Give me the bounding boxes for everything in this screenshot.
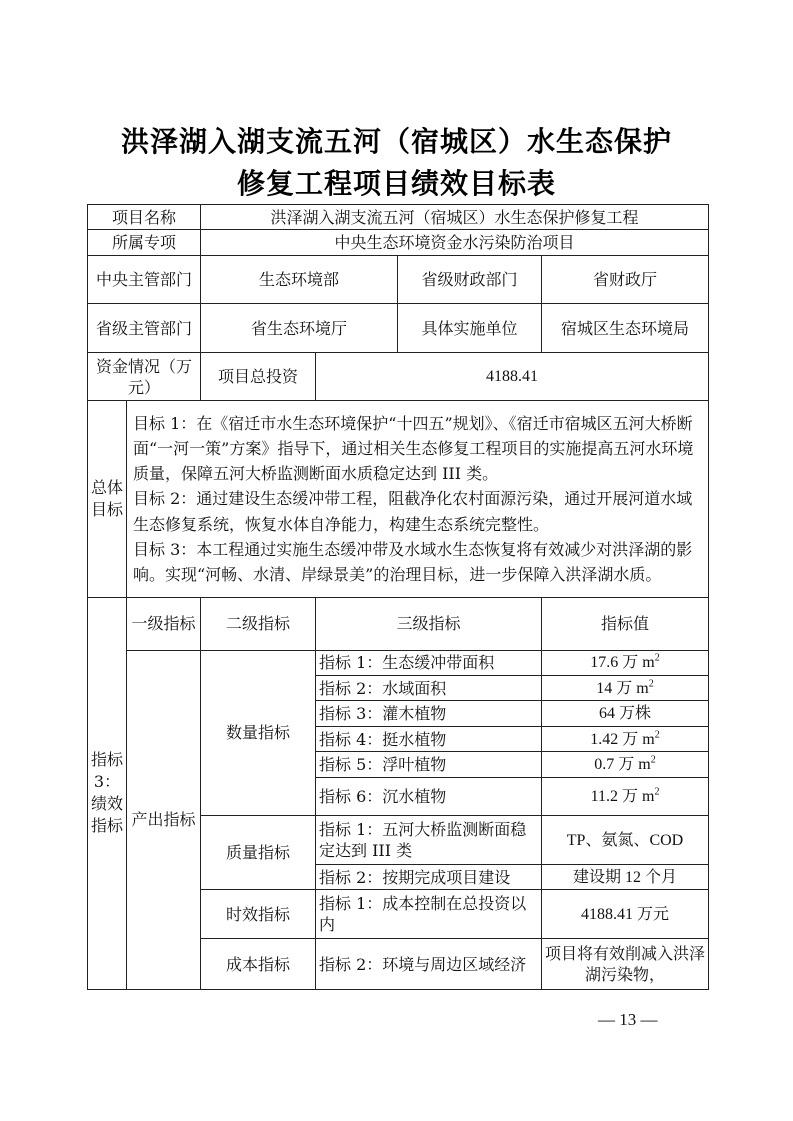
table-row (88, 304, 709, 353)
cost-label: 成本指标 (201, 939, 316, 990)
page-title-line1: 洪泽湖入湖支流五河（宿城区）水生态保护 (120, 125, 672, 158)
goals-text (127, 400, 709, 597)
indicator-value: 0.7 万 $m^2$ (542, 752, 709, 777)
header-value: 指标值 (542, 597, 709, 650)
project-name-value: 洪泽湖入湖支流五河（宿城区）水生态保护修复工程 (201, 205, 709, 230)
special-value: 中央生态环境资金水污染防治项目 (201, 230, 709, 255)
goals-label: 总体目标 (88, 400, 127, 597)
indicator-value: TP、氨氮、COD (542, 816, 709, 865)
goal-2: 目标 2：通过建设生态缓冲带工程，阻截净化农村面源污染，通过开展河道水域生态修复系统，恢复水体自净能力，构建生态系统完整性。 (133, 489, 693, 534)
special-label: 所属专项 (88, 230, 201, 255)
goal-1: 目标 1：在《宿迁市水生态环境保护“十四五”规划》、《宿迁市宿城区五河大桥断面“一河一策”方案》指导下，通过相关生态修复工程项目的实施提高五河水环境质量，保障五河大桥监测断面水质稳定达到 III 类。 (133, 413, 694, 484)
indicator-value: 64 万株 (542, 701, 709, 726)
prov-finance-label: 省级财政部门 (398, 255, 542, 304)
indicator-name: 指标 2：按期完成项目建设 (316, 864, 542, 889)
indicator-name: 指标 1：五河大桥监测断面稳定达到 III 类 (316, 816, 542, 865)
table-row (88, 650, 709, 675)
prov-dept-label: 省级主管部门 (88, 304, 201, 353)
project-name-label: 项目名称 (88, 205, 201, 230)
page-title-line2: 修复工程项目绩效目标表 (236, 167, 556, 200)
indicator-name: 指标 2：水域面积 (316, 676, 542, 701)
central-dept-value: 生态环境部 (201, 255, 398, 304)
total-invest-value: 4188.41 (316, 353, 709, 401)
performance-target-table (87, 204, 709, 990)
indicator-value: 17.6 万 $m^2$ (542, 650, 709, 675)
table-row (88, 597, 709, 650)
level1-output: 产出指标 (127, 650, 201, 989)
quantity-label: 数量指标 (201, 650, 316, 815)
indicator-name: 指标 2：环境与周边区域经济 (316, 939, 542, 990)
header-level3: 三级指标 (316, 597, 542, 650)
total-invest-label: 项目总投资 (201, 353, 316, 401)
table-row (88, 230, 709, 255)
central-dept-label: 中央主管部门 (88, 255, 201, 304)
goal-3: 目标 3：本工程通过实施生态缓冲带及水域水生态恢复将有效减少对洪泽湖的影响。实现“河畅、水清、岸绿景美”的治理目标，进一步保障入洪泽湖水质。 (133, 539, 693, 584)
indicator-name: 指标 5：浮叶植物 (316, 752, 542, 777)
impl-unit-label: 具体实施单位 (398, 304, 542, 353)
indicator-name: 指标 1：成本控制在总投资以内 (316, 890, 542, 939)
indicator-value: 项目将有效削减入洪泽湖污染物， (542, 939, 709, 990)
indicator-name: 指标 1：生态缓冲带面积 (316, 650, 542, 675)
indicator-value: 14 万 $m^2$ (542, 676, 709, 701)
page-number: — 13 — (598, 1010, 658, 1029)
impl-unit-value: 宿城区生态环境局 (542, 304, 709, 353)
prov-finance-value: 省财政厅 (542, 255, 709, 304)
header-level2: 二级指标 (201, 597, 316, 650)
indicator-name: 指标 6：沉水植物 (316, 777, 542, 816)
timeliness-label: 时效指标 (201, 890, 316, 939)
indicator-name: 指标 4：挺水植物 (316, 726, 542, 751)
table-row (88, 255, 709, 304)
table-row (88, 353, 709, 401)
table-row (88, 400, 709, 597)
header-level1: 一级指标 (127, 597, 201, 650)
prov-dept-value: 省生态环境厅 (201, 304, 398, 353)
quality-label: 质量指标 (201, 816, 316, 890)
indicator-value: 4188.41 万元 (542, 890, 709, 939)
indicator-value: 建设期 12 个月 (542, 864, 709, 889)
indicator-name: 指标 3：灌木植物 (316, 701, 542, 726)
indicator-value: 11.2 万 $m^2$ (542, 777, 709, 816)
fund-label: 资金情况（万元） (88, 353, 201, 401)
indicator-section-label: 指标 3：绩效指标 (88, 597, 127, 989)
indicator-value: 1.42 万 $m^2$ (542, 726, 709, 751)
table-row (88, 205, 709, 230)
